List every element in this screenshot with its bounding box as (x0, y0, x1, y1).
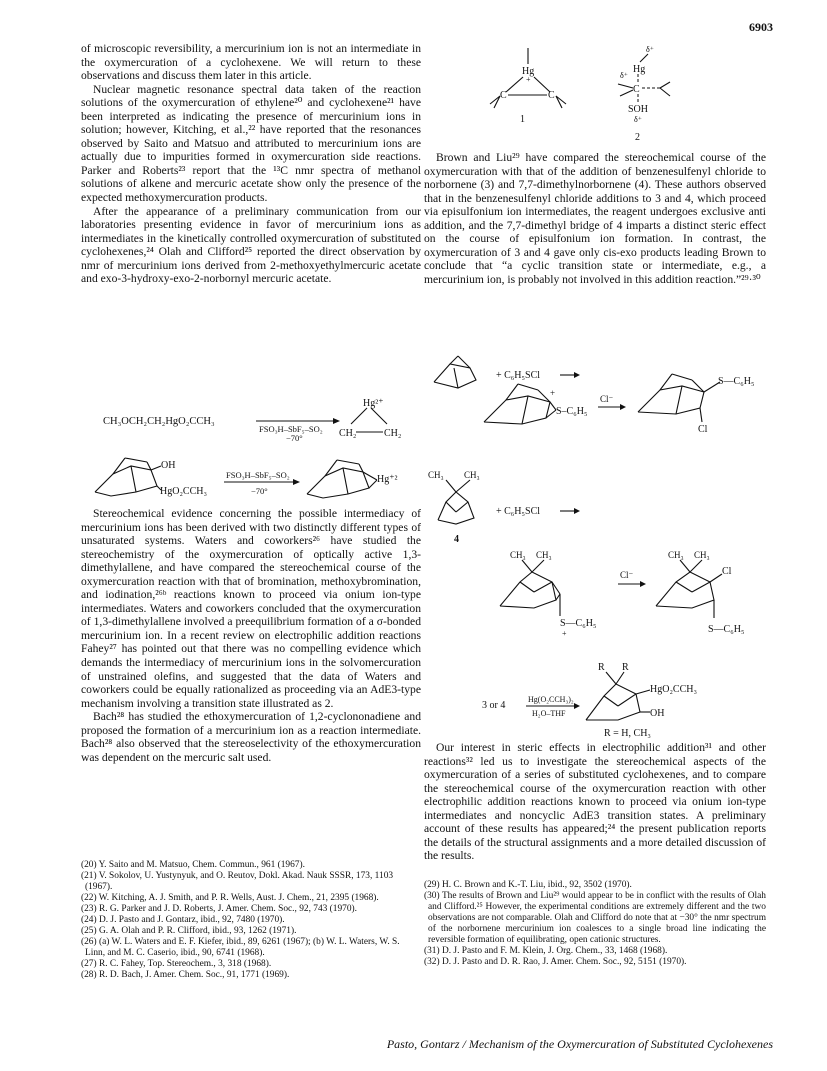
s2-hg: Hg⁺² (377, 474, 398, 485)
arrowhead (620, 404, 626, 410)
norbornene-structure (434, 356, 476, 388)
scheme-methoxyethyl-mercurinium (81, 396, 421, 446)
r4-reagent: + C₆H₅SCl (496, 506, 541, 517)
paragraph: Stereochemical evidence concerning the possible intermediacy of mercurinium ions has been derived with two distinctly different types of unsaturated systems. Waters and coworkers²⁶ have studied the stereochemistry of the oxymercuration of optically active 1,3-dimethylallene, and have compared the stereochemical course of the oxymercuration reaction with that of bromination, methoxybromination, and iodination,²⁶ᵇ reactions known to proceed via onium ion-type intermediates. Waters and coworkers concluded that the oxymercuration of 1,3-dimethylallene involved a preequilibrium formation of a σ-bonded mercurinium ion. In a recent review on electrophilic addition reactions Fahey²⁷ has pointed out that there was no compelling evidence which demands the intermediacy of mercurinium ions in the solvomercuration of unstrained olefins, and suggested that the data of Waters and coworkers could be equally rationalized as proceeding via an AdE3-type mechanism involving a transition state illustrated as 2. (81, 507, 421, 710)
running-footer: Pasto, Gontarz / Mechanism of the Oxymercuration of Substituted Cyclohexenes (386, 1037, 773, 1051)
footnote: (21) V. Sokolov, U. Yustynyuk, and O. Reutov, Dokl. Akad. Nauk SSSR, 173, 1103 (1967). (81, 871, 394, 892)
paragraph: of microscopic reversibility, a mercurinium ion is not an intermediate in the oxymercuration of a cyclohexene. We will return to these observations and discuss them later in this article. (81, 42, 421, 83)
label-2: 2 (635, 132, 640, 143)
footnote: (28) R. D. Bach, J. Amer. Chem. Soc., 91, 1771 (1969). (81, 970, 290, 980)
footnote: (30) The results of Brown and Liu²⁹ would appear to be in conflict with the results of Olah and Clifford.²⁵ However, the experimental conditions are extremely different and the two observations are not comparable. Olah and Clifford do note that at −30° the nmr spectrum of the norbornene mercurinium ion coalesces to a single broad line indicating the reversible formation of equilibrating, open cationic structures. (424, 891, 766, 945)
r4-ch3-right: CH₃ (464, 470, 480, 480)
bond (369, 480, 377, 488)
label-1: 1 (520, 114, 525, 125)
s1-ch2-right: CH₂ (384, 428, 402, 439)
bond (351, 408, 367, 424)
r3-cl-minus: Cl⁻ (600, 394, 614, 404)
structure-2 (618, 45, 670, 143)
c1-plus: + (526, 75, 531, 84)
footnotes-left (81, 860, 421, 981)
r5-r1: R (598, 662, 605, 673)
left-column-text-lower (81, 507, 421, 764)
r5-reagent1: Hg(O₂CCH₃)₂ (528, 695, 574, 704)
delta: δ⁺ (634, 115, 642, 124)
label-4: 4 (454, 534, 459, 545)
cis-exo-adduct-structure (586, 672, 650, 720)
c1-hg: Hg (522, 66, 535, 77)
footnote: (23) R. G. Parker and J. D. Roberts, J. Amer. Chem. Soc., 92, 743 (1970). (81, 904, 358, 914)
r4-cl-minus: Cl⁻ (620, 570, 634, 580)
r5-def: R = H, CH₃ (604, 728, 651, 739)
s2-reagent: FSO₃H–SbF₅–SO₂ (226, 470, 290, 480)
s2-oh: OH (161, 460, 176, 471)
footnote: (26) (a) W. L. Waters and E. F. Kiefer, ibid., 89, 6261 (1967); (b) W. L. Waters, W. S. Linn, and M. C. Caserio, ibid., 90, 6741 (1968). (81, 937, 400, 958)
r3-plus: + (562, 629, 567, 638)
s2-temp: −70° (251, 486, 268, 496)
bond (151, 466, 161, 470)
left-column-text (81, 42, 421, 286)
s1-temp: −70° (286, 433, 303, 443)
delta: δ⁺ (646, 45, 654, 54)
arrowhead (293, 479, 300, 485)
footnote: (27) R. C. Fahey, Top. Stereochem., 3, 318 (1968). (81, 959, 272, 969)
r5-r2: R (622, 662, 629, 673)
c1-c-left: C (500, 90, 507, 101)
scheme-norbornyl-mercurinium (81, 452, 421, 502)
r3-plus: + (550, 388, 556, 398)
ch3: CH₃ (668, 550, 684, 560)
footnotes-right (424, 880, 766, 968)
c2-soh: SOH (628, 104, 649, 115)
c1-c-right: C (548, 90, 555, 101)
norbornane-structure (307, 460, 369, 498)
footnote: (31) D. J. Pasto and F. M. Klein, J. Org. Chem., 33, 1468 (1968). (424, 946, 668, 956)
dimethyl-anti-adduct-structure (656, 560, 722, 618)
paragraph: After the appearance of a preliminary communication from our laboratories presenting evidence in favor of mercurinium ions as intermediates in the kinetically controlled oxymercuration of substituted cyclohexenes,²⁴ Olah and Clifford²⁵ reported the direct observation by nmr of mercurinium ions derived from 2-methoxyethylmercuric acetate and exo-3-hydroxy-exo-2-norbornyl mercuric acetate. (81, 204, 421, 286)
s2-hgoac: HgO₂CCH₃ (160, 486, 207, 497)
paragraph: Brown and Liu²⁹ have compared the stereochemical course of the oxymercuration with that of the addition of benzenesulfenyl chloride to norbornene (3) and 7,7-dimethylnorbornene (4). These authors observed that in the benzenesulfenyl chloride additions to 3 and 4, which proceed via episulfonium ion intermediates, the reagent undergoes exclusive anti addition, and the 7,7-dimethyl bridge of 4 imparts a distinct steric effect on the course of episulfonium ion formation. In contrast, the oxymercuration of 3 and 4 gave only cis-exo products leading Brown to conclude that “a cyclic transition state or intermediate, e.g., a mercurinium ion, is probably not involved in this addition reaction.”²⁹·³⁰ (424, 151, 766, 286)
r3-sc6h5: S–C₆H₅ (556, 406, 588, 417)
footnote: (32) D. J. Pasto and D. R. Rao, J. Amer. Chem. Soc., 92, 5151 (1970). (424, 957, 687, 967)
s1-ch2-left: CH₂ (339, 428, 357, 439)
ch3: CH₃ (510, 550, 526, 560)
paragraph: Our interest in steric effects in electrophilic addition³¹ and other reactions³² led us to investigate the stereochemical aspects of the oxymercuration of a series of substituted cyclohexenes, and to compare the stereochemical course of the oxymercuration reaction with other electrophilic addition reactions known to proceed via onium ion-type intermediates and noncyclic AdE3 transition states. A preliminary account of these results has appeared;²⁴ the present publication reports the details of the structural assignments and a more detailed discussion of the results. (424, 741, 766, 863)
ch3: CH₃ (536, 550, 552, 560)
scheme-oxymercuration (424, 660, 766, 740)
dimethylnorbornene-structure (438, 480, 474, 524)
episulfonium-dimethyl-structure (500, 560, 560, 616)
ch3: CH₃ (694, 550, 710, 560)
s1-reactant: CH₃OCH₂CH₂HgO₂CCH₃ (103, 416, 215, 427)
episulfonium-structure (484, 384, 556, 424)
r5-oh: OH (650, 708, 665, 719)
footnote: (20) Y. Saito and M. Matsuo, Chem. Commun., 961 (1967). (81, 860, 305, 870)
r5-reagent2: H₂O–THF (532, 709, 566, 718)
structure-1 (490, 48, 566, 125)
arrowhead (574, 372, 580, 378)
structures-1-and-2 (490, 44, 690, 144)
bond (371, 408, 387, 424)
arrowhead (333, 418, 340, 424)
delta: δ⁺ (620, 71, 628, 80)
anti-adduct-structure (638, 374, 720, 422)
s1-hg: Hg²⁺ (363, 398, 384, 409)
r4-ch3-left: CH₃ (428, 470, 444, 480)
scheme-dimethylnorbornene-sulfenyl-chloride (424, 466, 766, 656)
r3-prod-s: S—C₆H₅ (718, 376, 755, 387)
arrowhead (640, 581, 646, 587)
arrowhead (574, 703, 580, 709)
r5-start: 3 or 4 (482, 700, 506, 711)
footnote: (22) W. Kitching, A. J. Smith, and P. R. Wells, Aust. J. Chem., 21, 2395 (1968). (81, 893, 379, 903)
paragraph: Nuclear magnetic resonance spectral data taken of the reaction solutions of the oxymercuration of ethylene²⁰ and cyclohexene²¹ have been interpreted as indicating the presence of mercurinium ions in solution; however, Kitching, et al.,²² have reported that the resonances observed by Saito and Matsuo and attributed to mercurinium ions are actually due to impurities formed in oxymercuration side reactions. Parker and Roberts²³ report that the ¹³C nmr spectra of methanol solutions of alkene and mercuric acetate show only the presence of the expected methoxymercuration products. (81, 82, 421, 205)
right-column-text (424, 151, 766, 286)
c2-c: C (633, 84, 640, 95)
page-number: 6903 (749, 20, 773, 34)
r3-prod-cl: Cl (698, 424, 708, 435)
r4-prod-s: S—C₆H₅ (708, 624, 745, 635)
footnote: (25) G. A. Olah and P. R. Clifford, ibid., 93, 1262 (1971). (81, 926, 297, 936)
arrowhead (574, 508, 580, 514)
norbornane-structure (95, 458, 157, 496)
s1-reagent: FSO₃H–SbF₅–SO₂ (259, 424, 323, 434)
r3-reagent: + C₆H₅SCl (496, 370, 541, 381)
r5-hgoac: HgO₂CCH₃ (650, 684, 697, 695)
scheme-norbornene-sulfenyl-chloride (424, 352, 766, 434)
paragraph: Bach²⁸ has studied the ethoxymercuration of 1,2-cyclononadiene and proposed the formation of a mercurinium ion as a reaction intermediate. Bach²⁸ also observed that the stereoselectivity of the ethoxymercuration was dependent on the mercuric salt used. (81, 710, 421, 764)
footnote: (29) H. C. Brown and K.-T. Liu, ibid., 92, 3502 (1970). (424, 880, 632, 890)
r4-prod-cl: Cl (722, 566, 732, 577)
right-column-text-lower (424, 741, 766, 863)
footnote: (24) D. J. Pasto and J. Gontarz, ibid., 92, 7480 (1970). (81, 915, 285, 925)
c2-hg: Hg (633, 64, 646, 75)
r4-int-s: S—C₆H₅ (560, 618, 597, 629)
